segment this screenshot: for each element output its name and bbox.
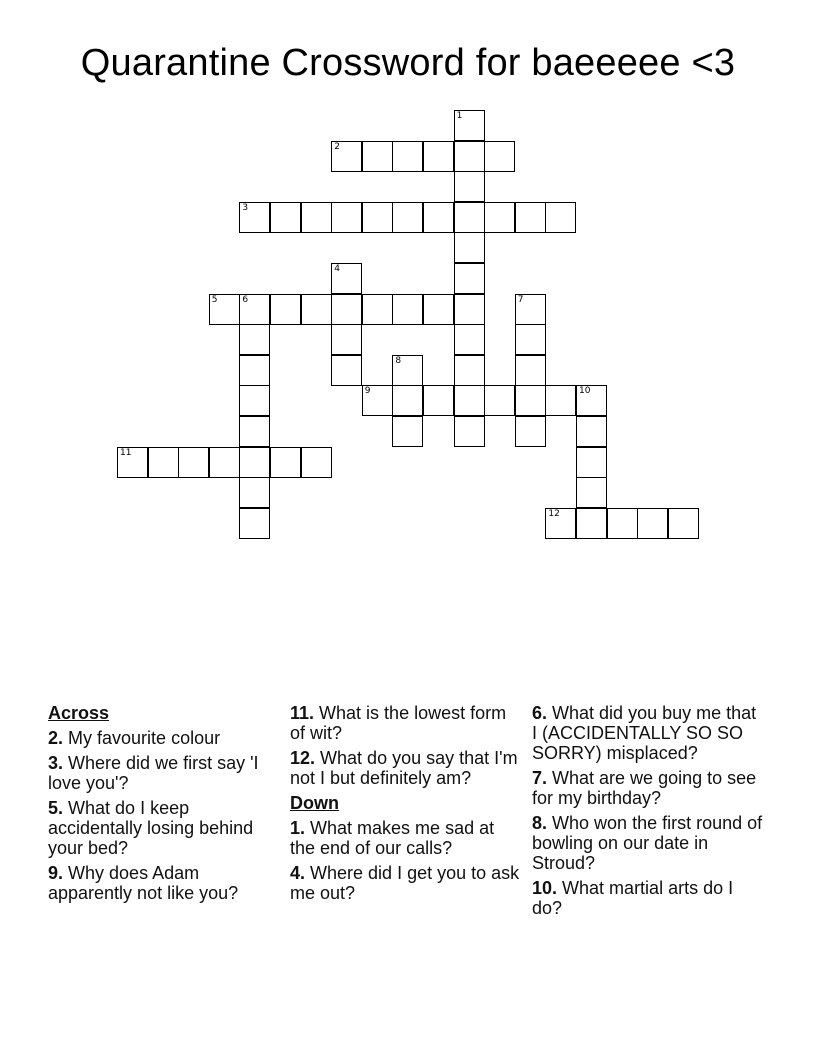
cell-number: 1	[456, 111, 463, 121]
crossword-cell[interactable]	[454, 171, 485, 202]
clue-text: Why does Adam apparently not like you?	[48, 863, 239, 903]
clue-down-6	[532, 703, 764, 763]
crossword-cell[interactable]	[576, 416, 607, 447]
crossword-cell[interactable]	[576, 477, 607, 508]
crossword-cell[interactable]	[239, 385, 270, 416]
crossword-cell[interactable]	[362, 202, 393, 233]
crossword-cell[interactable]	[209, 294, 240, 325]
clue-across-11	[290, 703, 522, 743]
clue-text: Who won the first round of bowling on our date in Stroud?	[532, 813, 763, 873]
clue-text: What do I keep accidentally losing behind your bed?	[48, 798, 254, 858]
clue-across-9	[48, 863, 280, 903]
across-heading: Across	[48, 703, 110, 723]
crossword-cell[interactable]	[576, 385, 607, 416]
clue-text: My favourite colour	[68, 728, 221, 748]
cell-number: 5	[211, 294, 218, 305]
clue-text: Where did I get you to ask me out?	[290, 863, 520, 903]
crossword-cell[interactable]	[515, 355, 546, 386]
crossword-cell[interactable]	[331, 141, 362, 172]
crossword-cell[interactable]	[607, 508, 638, 539]
clue-down-10	[532, 878, 764, 918]
crossword-cell[interactable]	[515, 324, 546, 355]
crossword-cell[interactable]	[423, 141, 454, 172]
crossword-cell[interactable]	[454, 355, 485, 386]
crossword-cell[interactable]	[301, 447, 332, 478]
clue-across-5	[48, 798, 280, 858]
clue-number: 6.	[532, 703, 548, 723]
crossword-cell[interactable]	[392, 416, 423, 447]
crossword-cell[interactable]	[515, 294, 546, 325]
crossword-cell[interactable]	[454, 385, 485, 416]
crossword-cell[interactable]	[515, 202, 546, 233]
cell-number: 4	[334, 264, 340, 274]
crossword-cell[interactable]	[484, 202, 515, 233]
page-title: Quarantine Crossword for baeeeee <3	[80, 42, 736, 84]
cell-number: 10	[579, 386, 591, 397]
crossword-cell[interactable]	[454, 141, 485, 172]
clue-down-1	[290, 818, 522, 858]
crossword-cell[interactable]	[668, 508, 699, 539]
crossword-cell[interactable]	[270, 202, 301, 233]
crossword-cell[interactable]	[331, 294, 362, 325]
crossword-cell[interactable]	[362, 141, 393, 172]
crossword-cell[interactable]	[545, 508, 576, 539]
crossword-cell[interactable]	[209, 447, 240, 478]
clue-number: 12.	[290, 748, 316, 768]
crossword-cell[interactable]	[392, 385, 423, 416]
crossword-cell[interactable]	[239, 508, 270, 539]
crossword-cell[interactable]	[515, 416, 546, 447]
clue-number: 3.	[48, 753, 64, 773]
crossword-cell[interactable]	[301, 202, 332, 233]
clue-text: What are we going to see for my birthday?	[532, 768, 757, 808]
crossword-cell[interactable]	[239, 294, 270, 325]
clue-number: 8.	[532, 813, 548, 833]
crossword-cell[interactable]	[270, 294, 301, 325]
cell-number: 7	[517, 294, 524, 305]
clues-column-3	[532, 703, 764, 923]
clue-text: What martial arts do I do?	[532, 878, 734, 918]
crossword-cell[interactable]	[423, 385, 454, 416]
crossword-cell[interactable]	[331, 324, 362, 355]
cell-number: 3	[242, 202, 249, 213]
crossword-cell[interactable]	[117, 447, 148, 478]
crossword-cell[interactable]	[423, 294, 454, 325]
crossword-cell[interactable]	[239, 202, 270, 233]
crossword-cell[interactable]	[331, 202, 362, 233]
crossword-cell[interactable]	[362, 385, 393, 416]
crossword-cell[interactable]	[637, 508, 668, 539]
crossword-cell[interactable]	[392, 141, 423, 172]
clue-number: 11.	[290, 703, 315, 723]
crossword-cell[interactable]	[239, 447, 270, 478]
clue-down-4	[290, 863, 522, 903]
crossword-cell[interactable]	[454, 110, 485, 141]
crossword-cell[interactable]	[545, 202, 576, 233]
clue-across-3	[48, 753, 280, 793]
clue-text: What is the lowest form of wit?	[290, 703, 507, 743]
cell-number: 8	[395, 355, 402, 366]
clue-text: Where did we first say 'I love you'?	[48, 753, 259, 793]
crossword-cell[interactable]	[239, 355, 270, 386]
crossword-cell[interactable]	[454, 416, 485, 447]
crossword-cell[interactable]	[362, 294, 393, 325]
crossword-cell[interactable]	[392, 355, 423, 386]
clue-across-12	[290, 748, 522, 788]
clues-column-1	[48, 703, 280, 908]
crossword-cell[interactable]	[392, 202, 423, 233]
crossword-cell[interactable]	[454, 324, 485, 355]
clue-across-2	[48, 728, 280, 748]
cell-number: 12	[548, 508, 560, 519]
crossword-cell[interactable]	[576, 447, 607, 478]
crossword-cell[interactable]	[178, 447, 209, 478]
crossword-cell[interactable]	[454, 202, 485, 233]
crossword-cell[interactable]	[331, 263, 362, 294]
cell-number: 11	[120, 447, 132, 458]
clue-number: 1.	[290, 818, 306, 838]
clue-down-7	[532, 768, 764, 808]
crossword-cell[interactable]	[331, 355, 362, 386]
cell-number: 9	[364, 386, 371, 397]
crossword-cell[interactable]	[484, 385, 515, 416]
clue-number: 10.	[532, 878, 558, 898]
crossword-cell[interactable]	[576, 508, 607, 539]
clue-number: 4.	[290, 863, 306, 883]
crossword-cell[interactable]	[545, 385, 576, 416]
clues-column-2	[290, 703, 522, 908]
crossword-cell[interactable]	[239, 416, 270, 447]
crossword-cell[interactable]	[454, 263, 485, 294]
clue-down-8	[532, 813, 764, 873]
clue-text: What makes me sad at the end of our calls?	[290, 818, 495, 858]
crossword-cell[interactable]	[515, 385, 546, 416]
crossword-cell[interactable]	[301, 294, 332, 325]
crossword-cell[interactable]	[423, 202, 454, 233]
clue-number: 9.	[48, 863, 64, 883]
crossword-cell[interactable]	[270, 447, 301, 478]
cell-number: 2	[334, 141, 340, 152]
clue-text: What did you buy me that I (ACCIDENTALLY SO SO SORRY) misplaced?	[532, 703, 757, 763]
clue-number: 7.	[532, 768, 548, 788]
down-heading: Down	[290, 793, 339, 813]
crossword-cell[interactable]	[454, 232, 485, 263]
clue-number: 2.	[48, 728, 64, 748]
crossword-cell[interactable]	[148, 447, 179, 478]
crossword-cell[interactable]	[454, 294, 485, 325]
crossword-cell[interactable]	[484, 141, 515, 172]
clue-number: 5.	[48, 798, 64, 818]
cell-number: 6	[242, 294, 249, 305]
clue-text: What do you say that I'm not I but definitely am?	[290, 748, 518, 788]
crossword-cell[interactable]	[239, 324, 270, 355]
crossword-cell[interactable]	[392, 294, 423, 325]
crossword-cell[interactable]	[239, 477, 270, 508]
